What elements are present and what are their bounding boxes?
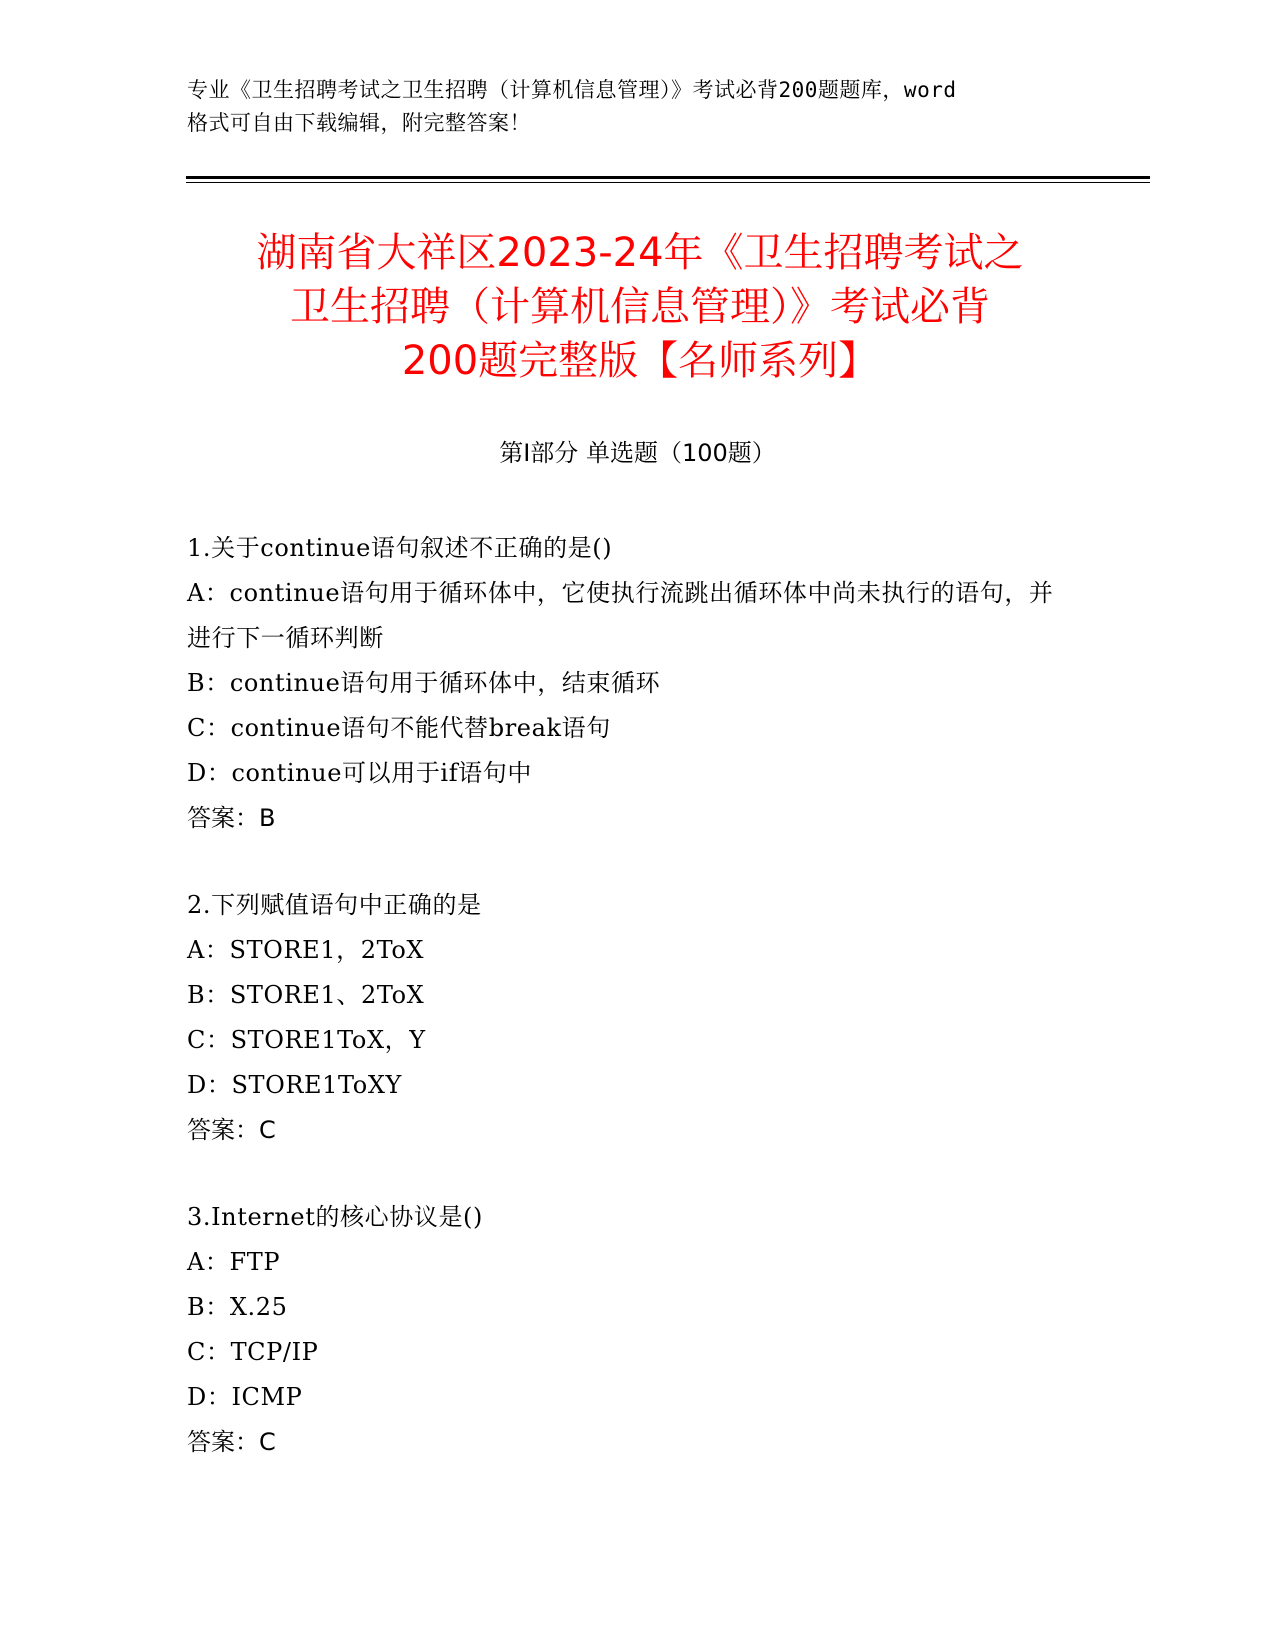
section-heading: 第Ⅰ部分 单选题（100题） xyxy=(499,439,776,467)
question-stem: 2.下列赋值语句中正确的是 xyxy=(187,891,482,919)
option-d: D：continue可以用于if语句中 xyxy=(187,759,532,787)
option-a: A：STORE1，2ToX xyxy=(187,936,425,964)
option-c: C：STORE1ToX，Y xyxy=(187,1026,426,1054)
option-d: D：ICMP xyxy=(187,1383,303,1411)
option-b: B：X.25 xyxy=(187,1293,288,1321)
answer-line: 答案：C xyxy=(187,1116,276,1144)
title-line-1: 湖南省大祥区2023-24年《卫生招聘考试之 xyxy=(256,230,1024,276)
answer-line: 答案：B xyxy=(187,804,276,832)
question-1 xyxy=(187,526,1087,841)
header-note-line-2: 格式可自由下载编辑，附完整答案！ xyxy=(187,111,531,135)
title-line-2: 卫生招聘（计算机信息管理）》考试必背 xyxy=(290,284,990,330)
question-list xyxy=(187,526,1087,1507)
question-3 xyxy=(187,1195,1087,1465)
option-c: C：TCP/IP xyxy=(187,1338,319,1366)
header-note xyxy=(187,74,1087,140)
question-stem: 1.关于continue语句叙述不正确的是() xyxy=(187,534,613,562)
option-b: B：continue语句用于循环体中，结束循环 xyxy=(187,669,661,697)
answer-line: 答案：C xyxy=(187,1428,276,1456)
option-a: A：continue语句用于循环体中，它使执行流跳出循环体中尚未执行的语句，并进行下一循环判断 xyxy=(187,579,1054,652)
question-2 xyxy=(187,883,1087,1153)
option-b: B：STORE1、2ToX xyxy=(187,981,425,1009)
document-title xyxy=(150,226,1130,388)
option-a: A：FTP xyxy=(187,1248,281,1276)
option-d: D：STORE1ToXY xyxy=(187,1071,402,1099)
title-line-3: 200题完整版【名师系列】 xyxy=(401,338,879,384)
option-c: C：continue语句不能代替break语句 xyxy=(187,714,611,742)
question-stem: 3.Internet的核心协议是() xyxy=(187,1203,483,1231)
header-rule-thick xyxy=(186,176,1150,179)
header-rule-thin xyxy=(186,182,1150,183)
header-note-line-1: 专业《卫生招聘考试之卫生招聘（计算机信息管理）》考试必背200题题库，word xyxy=(187,78,957,102)
